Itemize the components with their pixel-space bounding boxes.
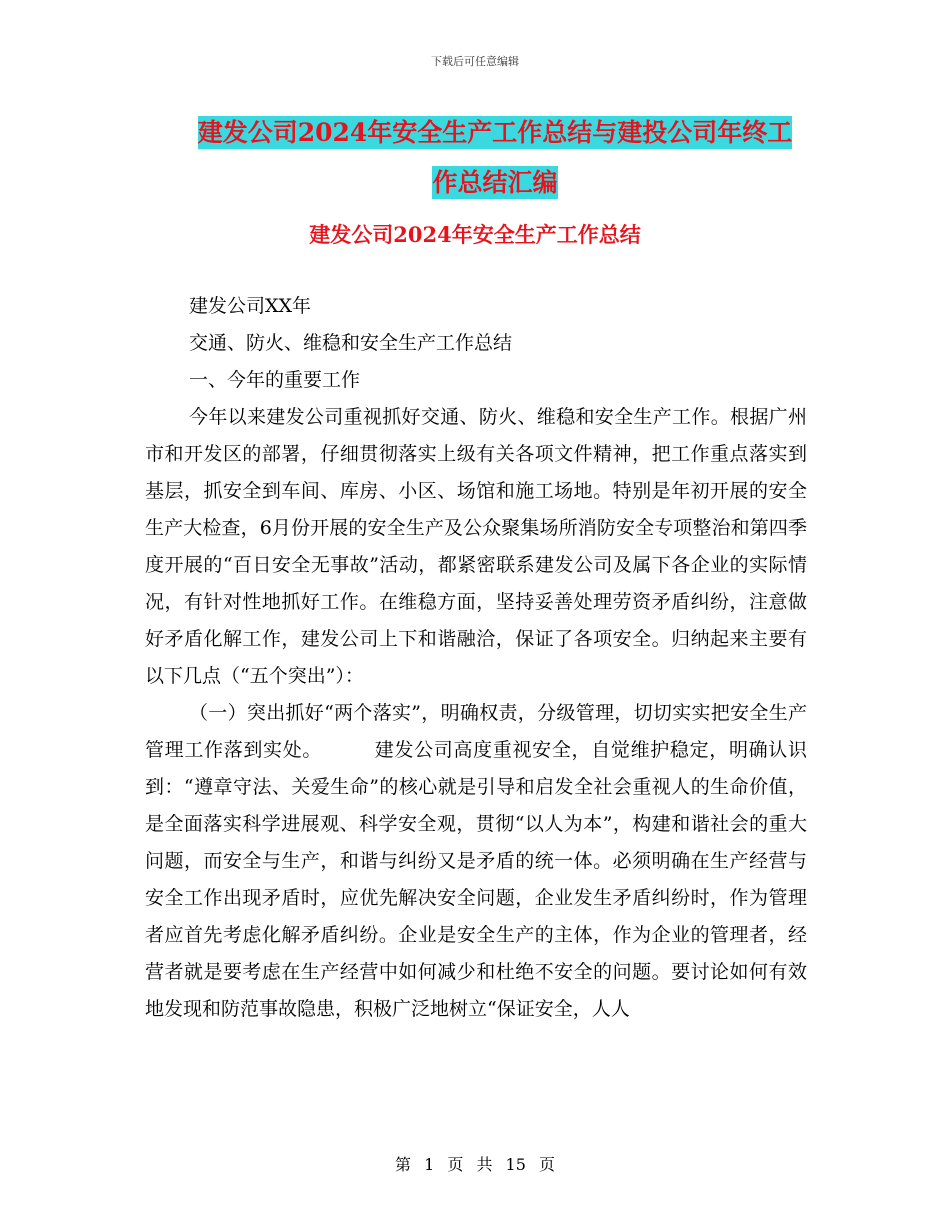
paragraph-company-year: 建发公司XX年 — [189, 295, 312, 317]
header-note: 下载后可任意编辑 — [431, 55, 519, 68]
paragraph-heading-1: 一、今年的重要工作 — [189, 369, 361, 391]
point-1-heading: （一）突出抓好“两个落实”，明确权责，分级管理，切切实实把安全生产管理工作落到实处。 — [145, 702, 807, 761]
title-line-1: 建发公司2024年安全生产工作总结与建投公司年终工 — [197, 118, 793, 147]
title-line-2: 作总结汇编 — [432, 168, 558, 197]
document-title — [140, 108, 850, 208]
section-title: 建发公司2024年安全生产工作总结 — [309, 222, 641, 247]
paragraph-intro: 今年以来建发公司重视抓好交通、防火、维稳和安全生产工作。根据广州市和开发区的部署，仔细贯彻落实上级有关各项文件精神，把工作重点落实到基层，抓安全到车间、库房、小区、场馆和施工场地。特别是年初开展的安全生产大检查，6月份开展的安全生产及公众聚集场所消防安全专项整治和第四季度开展的“百日安全无事故”活动，都紧密联系建发公司及属下各企业的实际情况，有针对性地抓好工作。在维稳方面，坚持妥善处理劳资矛盾纠纷，注意做好矛盾化解工作，建发公司上下和谐融洽，保证了各项安全。归纳起来主要有以下几点（“五个突出”）： — [145, 406, 807, 687]
document-body — [145, 288, 807, 1028]
page-footer: 第 1 页 共 15 页 — [395, 1155, 555, 1174]
point-1-body: 建发公司高度重视安全，自觉维护稳定，明确认识到：“遵章守法、关爱生命”的核心就是引导和启发全社会重视人的生命价值，是全面落实科学进展观、科学安全观，贯彻“以人为本”，构建和谐社会的重大问题，而安全与生产，和谐与纠纷又是矛盾的统一体。必须明确在生产经营与安全工作出现矛盾时，应优先解决安全问题，企业发生矛盾纠纷时，作为管理者应首先考虑化解矛盾纠纷。企业是安全生产的主体，作为企业的管理者，经营者就是要考虑在生产经营中如何减少和杜绝不安全的问题。要讨论如何有效地发现和防范事故隐患，积极广泛地树立“保证安全，人人 — [145, 739, 807, 1020]
paragraph-subtitle: 交通、防火、维稳和安全生产工作总结 — [189, 332, 513, 354]
paragraph-point-1 — [145, 695, 807, 1028]
